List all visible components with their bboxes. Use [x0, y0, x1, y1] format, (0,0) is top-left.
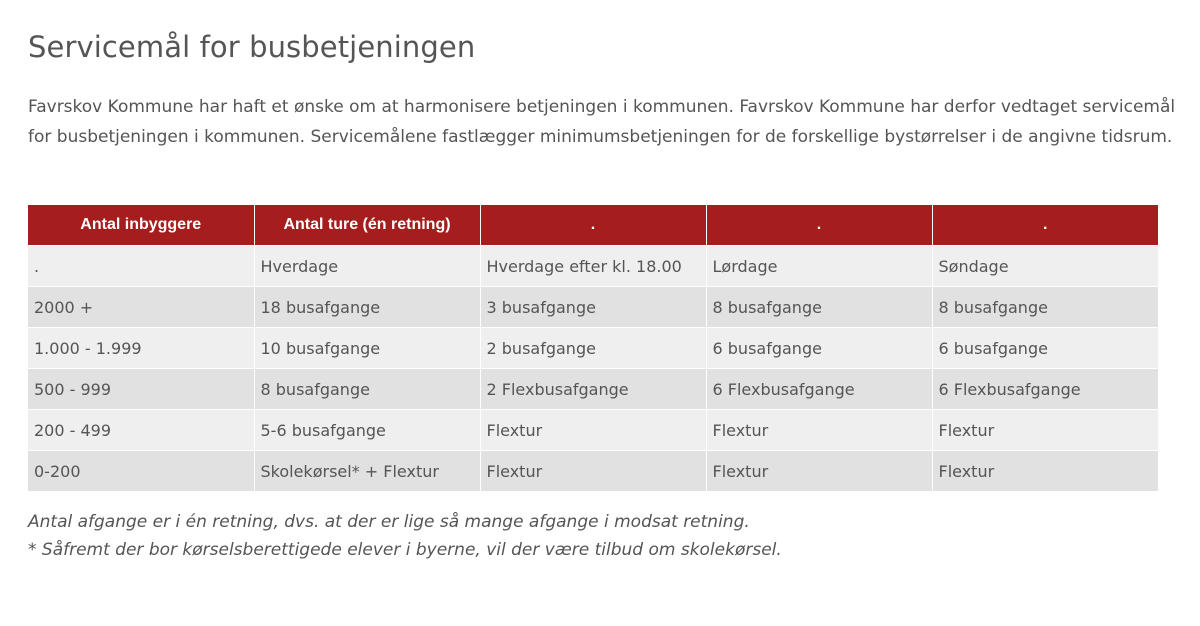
- table-cell: 8 busafgange: [254, 369, 480, 410]
- table-cell: 200 - 499: [28, 410, 254, 451]
- table-notes: [28, 508, 782, 564]
- table-cell: 5-6 busafgange: [254, 410, 480, 451]
- table-cell: Søndage: [932, 246, 1158, 287]
- table-row: [28, 369, 1158, 410]
- table-cell: Flextur: [480, 410, 706, 451]
- table-cell: 8 busafgange: [932, 287, 1158, 328]
- table-cell: 18 busafgange: [254, 287, 480, 328]
- table-cell: 3 busafgange: [480, 287, 706, 328]
- table-cell: Flextur: [706, 410, 932, 451]
- table-cell: 8 busafgange: [706, 287, 932, 328]
- table-cell: 2 Flexbusafgange: [480, 369, 706, 410]
- table-cell: Flextur: [480, 451, 706, 492]
- table-cell: Hverdage efter kl. 18.00: [480, 246, 706, 287]
- table-row: [28, 287, 1158, 328]
- table-cell: 6 Flexbusafgange: [706, 369, 932, 410]
- table-cell: 10 busafgange: [254, 328, 480, 369]
- table-cell: Flextur: [706, 451, 932, 492]
- page-title: Servicemål for busbetjeningen: [28, 30, 476, 64]
- table-cell: Flextur: [932, 451, 1158, 492]
- header-cell: .: [480, 205, 706, 246]
- table-cell: 2 busafgange: [480, 328, 706, 369]
- table-cell: 6 busafgange: [706, 328, 932, 369]
- table-cell: 0-200: [28, 451, 254, 492]
- table-cell: Skolekørsel* + Flextur: [254, 451, 480, 492]
- note-direction: Antal afgange er i én retning, dvs. at der er lige så mange afgange i modsat retning.: [28, 512, 750, 532]
- header-cell: Antal inbyggere: [28, 205, 254, 246]
- service-goals-table: [28, 205, 1158, 491]
- table-cell: .: [28, 246, 254, 287]
- intro-paragraph: Favrskov Kommune har haft et ønske om at harmonisere betjeningen i kommunen. Favrskov Kommune har derfor vedtaget servicemål for busbetjeningen i kommunen. Servicemålene fastlægger minimumsbetjeningen for de forskellige bystørrelser i de angivne tidsrum.: [28, 97, 1176, 147]
- table-cell: Flextur: [932, 410, 1158, 451]
- table-cell: Hverdage: [254, 246, 480, 287]
- header-cell: .: [706, 205, 932, 246]
- header-cell: Antal ture (én retning): [254, 205, 480, 246]
- table-row: [28, 246, 1158, 287]
- header-cell: .: [932, 205, 1158, 246]
- table-row: [28, 328, 1158, 369]
- table-cell: 6 busafgange: [932, 328, 1158, 369]
- table-header-row: [28, 205, 1158, 246]
- table-cell: Lørdage: [706, 246, 932, 287]
- table-row: [28, 410, 1158, 451]
- table-cell: 2000 +: [28, 287, 254, 328]
- table-cell: 500 - 999: [28, 369, 254, 410]
- note-school-transport: * Såfremt der bor kørselsberettigede elever i byerne, vil der være tilbud om skolekørsel.: [28, 540, 782, 560]
- table-cell: 1.000 - 1.999: [28, 328, 254, 369]
- table-cell: 6 Flexbusafgange: [932, 369, 1158, 410]
- table-row: [28, 451, 1158, 492]
